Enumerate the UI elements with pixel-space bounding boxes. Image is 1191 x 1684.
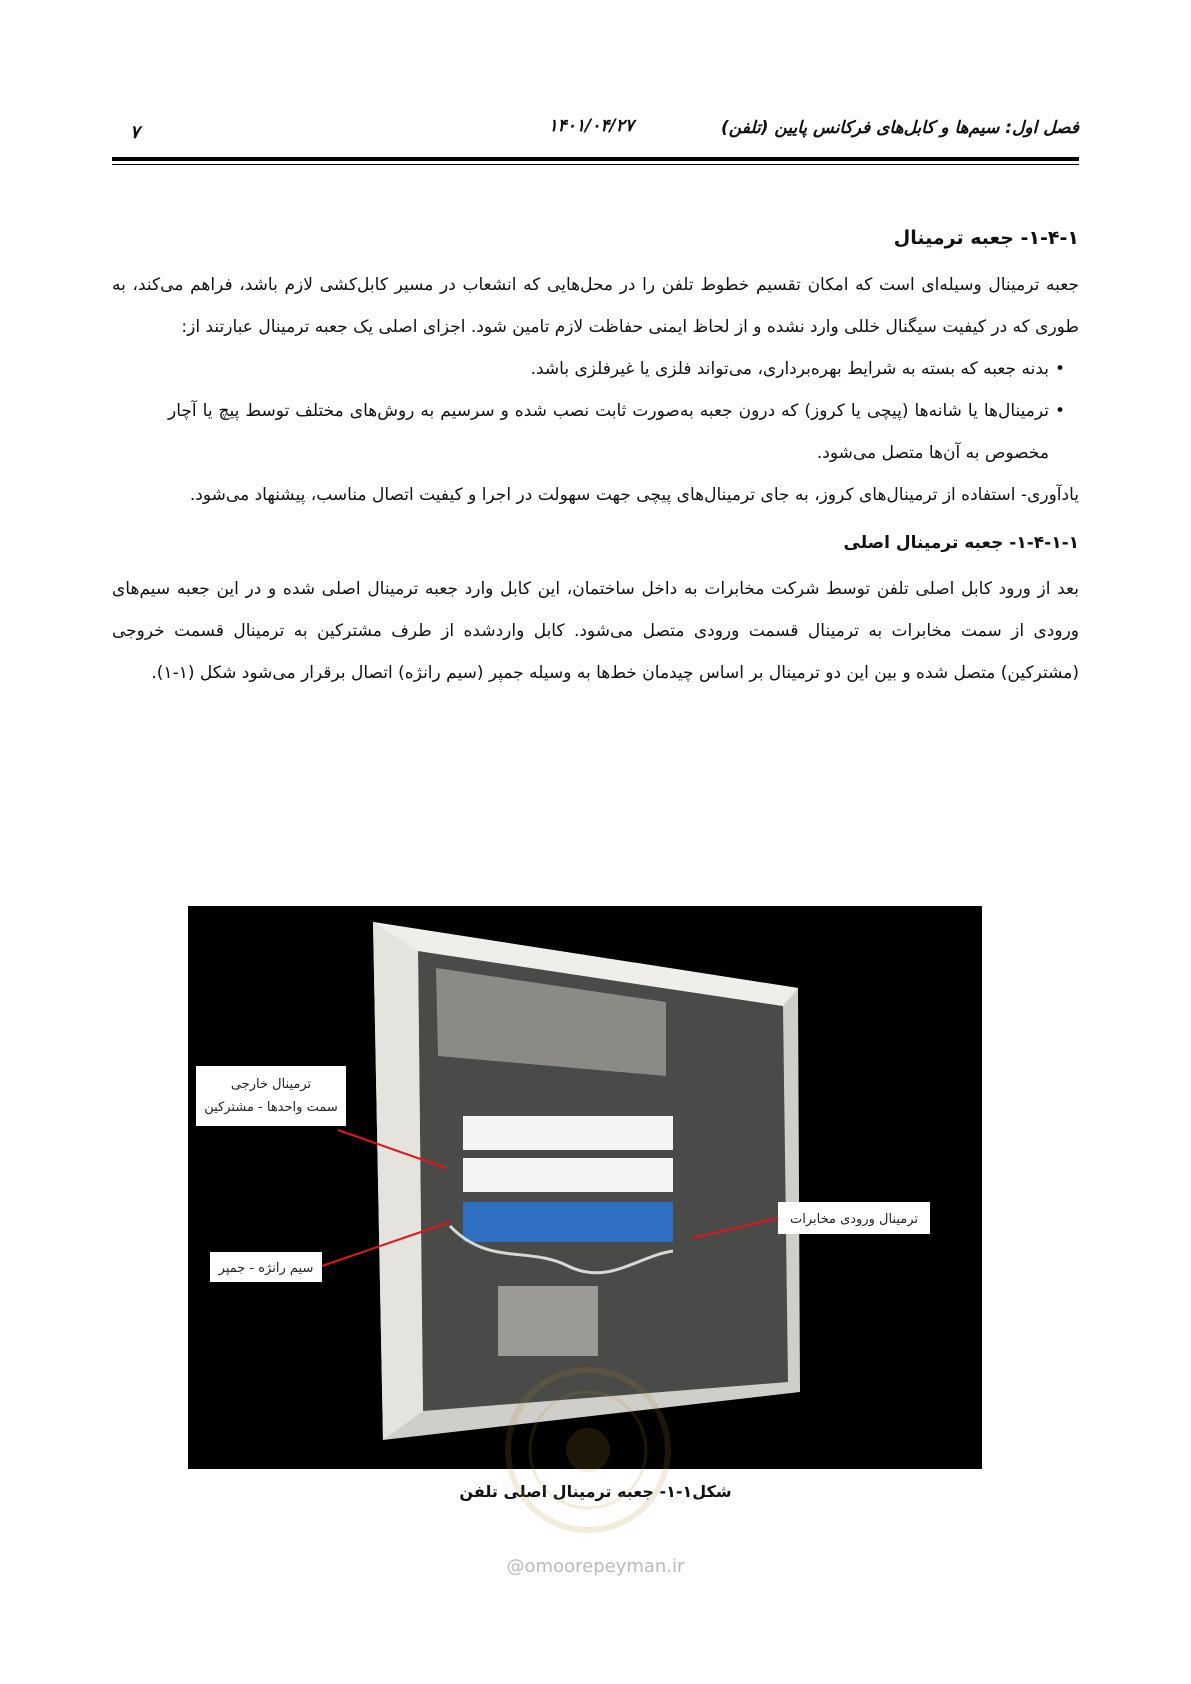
incoming-terminal-strip bbox=[463, 1202, 673, 1242]
terminal-box-figure bbox=[188, 906, 982, 1469]
page-number: ۷ bbox=[130, 122, 140, 143]
callout-outgoing-label-2: سمت واحدها - مشترکین bbox=[204, 1100, 338, 1115]
subsection-paragraph: بعد از ورود کابل اصلی تلفن توسط شرکت مخابرات به داخل ساختمان، این کابل وارد جعبه ترمینال اصلی شده و در این جعبه سیم‌های ورودی از سمت مخابرات به ترمینال قسمت ورودی متصل می‌شود. کابل واردشده از طرف مشترکین به ترمینال قسمت خروجی (مشترکین) متصل شده و بین این دو ترمینال بر اساس چیدمان خط‌ها به وسیله جمپر (سیم رانژه) اتصال برقرار می‌شود شکل (۱-۱). bbox=[112, 579, 1079, 683]
list-item: • ترمینال‌ها یا شانه‌ها (پیچی یا کروز) که درون جعبه به‌صورت ثابت نصب شده و سرسیم به روش‌های مختلف توسط پیچ یا آچار مخصوص به آن‌ها متصل می‌شود. bbox=[168, 390, 1065, 474]
cable-entry-area bbox=[498, 1286, 598, 1356]
terminal-box-illustration bbox=[188, 906, 982, 1469]
chapter-title: فصل اول: سیم‌ها و کابل‌های فرکانس پایین (تلفن) bbox=[721, 118, 1079, 138]
header-rule-thin bbox=[112, 164, 1079, 165]
component-list bbox=[112, 348, 1079, 474]
callout-incoming-label: ترمینال ورودی مخابرات bbox=[789, 1212, 919, 1227]
page-header bbox=[112, 116, 1079, 156]
outgoing-terminal-strip-2 bbox=[463, 1158, 673, 1192]
figure-caption: شکل۱-۱- جعبه ترمینال اصلی تلفن bbox=[459, 1482, 732, 1501]
callout-outgoing-box bbox=[196, 1066, 346, 1126]
list-item: • بدنه جعبه که بسته به شرایط بهره‌برداری، می‌تواند فلزی یا غیرفلزی باشد. bbox=[168, 348, 1065, 390]
subsection-heading: ۱-۴-۱-۱- جعبه ترمینال اصلی bbox=[843, 533, 1079, 553]
watermark-text: @omoorepeyman.ir bbox=[506, 1556, 685, 1577]
note-paragraph: یادآوری- استفاده از ترمینال‌های کروز، به جای ترمینال‌های پیچی جهت سهولت در اجرا و کیفیت اتصال مناسب، پیشنهاد می‌شود. bbox=[189, 485, 1079, 505]
section-paragraph: جعبه ترمینال وسیله‌ای است که امکان تقسیم خطوط تلفن را در محل‌هایی که انشعاب در مسیر کابل‌کشی لازم باشد، فراهم می‌کند، به طوری که در کیفیت سیگنال خللی وارد نشده و از لحاظ ایمنی حفاظت لازم تامین شود. اجزای اصلی یک جعبه ترمینال عبارتند از: bbox=[112, 275, 1079, 337]
outgoing-terminal-strip-1 bbox=[463, 1116, 673, 1150]
section-heading: ۱-۴-۱- جعبه ترمینال bbox=[893, 227, 1079, 249]
box-left-wall bbox=[373, 922, 423, 1440]
page-content bbox=[112, 218, 1079, 694]
header-date: ۱۴۰۱/۰۴/۲۷ bbox=[548, 116, 634, 136]
callout-jumper-label: سیم رانژه - جمپر bbox=[218, 1261, 314, 1276]
callout-outgoing-label-1: ترمینال خارجی bbox=[230, 1077, 312, 1092]
header-rule-thick bbox=[112, 157, 1079, 161]
